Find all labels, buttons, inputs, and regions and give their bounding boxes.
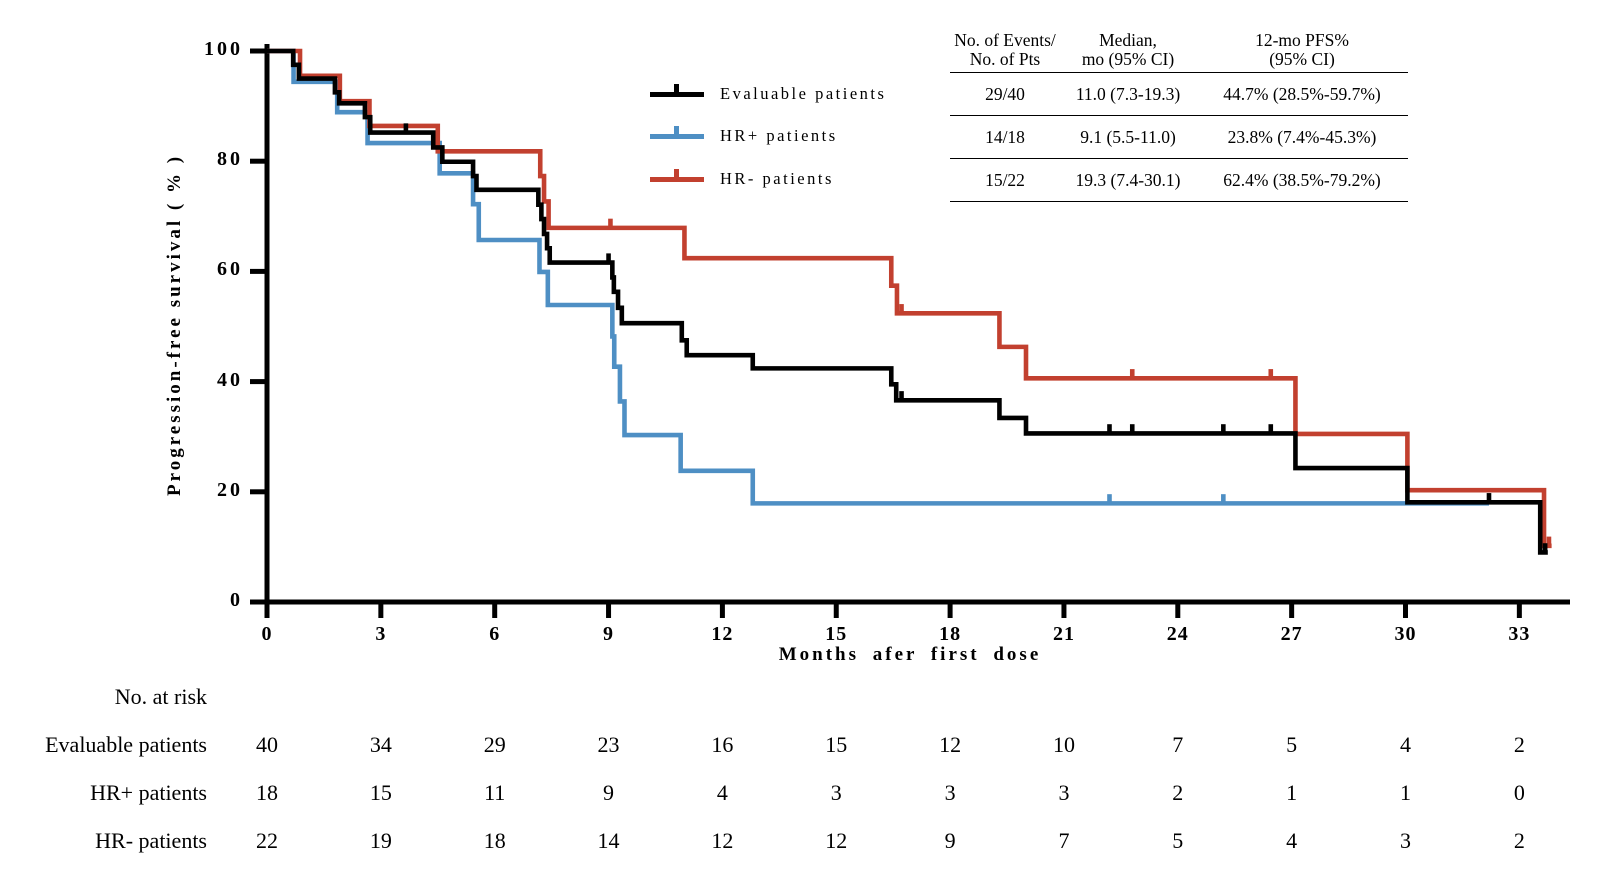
risk-count: 18 — [483, 828, 506, 853]
risk-count: 23 — [597, 732, 620, 757]
stats-cell: 23.8% (7.4%-45.3%) — [1227, 127, 1377, 147]
legend-marker-black-icon — [650, 82, 704, 106]
y-tick-label: 60 — [217, 258, 243, 281]
censor-tick-icon — [606, 253, 611, 264]
risk-count: 3 — [944, 780, 956, 805]
legend-label: Evaluable patients — [720, 84, 887, 103]
legend-item-hr-minus — [650, 167, 980, 191]
risk-count: 19 — [369, 828, 392, 853]
risk-table-title: No. at risk — [114, 684, 207, 709]
censor-tick-icon — [1268, 369, 1273, 380]
risk-count: 15 — [369, 780, 392, 805]
x-tick-label: 3 — [375, 623, 387, 645]
risk-count: 12 — [825, 828, 848, 853]
censor-tick-icon — [1487, 493, 1492, 504]
x-tick-label: 18 — [939, 623, 962, 645]
y-tick-label: 20 — [217, 478, 243, 501]
risk-count: 2 — [1172, 780, 1184, 805]
x-tick-label: 15 — [825, 623, 848, 645]
censor-tick-icon — [1107, 494, 1112, 505]
risk-count: 34 — [369, 732, 392, 757]
x-axis-title: Months afer first dose — [778, 644, 1042, 665]
censor-tick-icon — [899, 391, 904, 402]
risk-count: 29 — [483, 732, 506, 757]
legend-item-hr-plus — [650, 124, 980, 148]
stats-header-events: No. of Events/ No. of Pts — [954, 30, 1056, 69]
risk-count: 22 — [256, 828, 278, 853]
risk-count: 4 — [1286, 828, 1298, 853]
censor-tick-icon — [1543, 543, 1548, 554]
risk-count: 1 — [1400, 780, 1411, 805]
stats-header-row — [950, 29, 1408, 73]
risk-count: 7 — [1172, 732, 1184, 757]
risk-count: 3 — [830, 780, 842, 805]
risk-row-label-hr-minus: HR- patients — [95, 828, 207, 853]
risk-row-label-evaluable: Evaluable patients — [45, 732, 207, 757]
risk-count: 2 — [1513, 828, 1525, 853]
summary-stats-table — [950, 29, 1408, 202]
x-tick-label: 33 — [1508, 623, 1531, 645]
risk-count: 14 — [597, 828, 620, 853]
legend-label: HR+ patients — [720, 126, 838, 145]
stats-cell: 44.7% (28.5%-59.7%) — [1223, 84, 1381, 104]
risk-count: 4 — [1400, 732, 1411, 757]
censor-tick-icon — [404, 123, 409, 134]
legend-label: HR- patients — [720, 169, 834, 188]
x-tick-label: 9 — [603, 623, 615, 645]
risk-count: 9 — [944, 828, 956, 853]
legend-marker-red-icon — [650, 167, 704, 191]
risk-count: 5 — [1286, 732, 1298, 757]
risk-count: 40 — [256, 732, 278, 757]
stats-row-evaluable — [950, 73, 1408, 116]
risk-count: 2 — [1513, 732, 1525, 757]
x-tick-label: 12 — [711, 623, 734, 645]
censor-tick-icon — [1221, 494, 1226, 505]
stats-cell: 29/40 — [985, 84, 1025, 104]
risk-count: 7 — [1058, 828, 1070, 853]
risk-count: 0 — [1513, 780, 1525, 805]
risk-count: 1 — [1286, 780, 1298, 805]
stats-row-hr-minus — [950, 159, 1408, 202]
stats-row-hr-plus — [950, 116, 1408, 159]
risk-count: 3 — [1058, 780, 1070, 805]
stats-cell: 62.4% (38.5%-79.2%) — [1223, 170, 1381, 190]
censor-tick-icon — [1130, 369, 1135, 380]
risk-count: 12 — [711, 828, 734, 853]
x-tick-label: 27 — [1280, 623, 1303, 645]
risk-count: 11 — [484, 780, 506, 805]
stats-header-pfs: 12-mo PFS% (95% CI) — [1255, 30, 1349, 69]
censor-tick-icon — [1268, 424, 1273, 435]
risk-row-label-hr-plus: HR+ patients — [90, 780, 207, 805]
risk-count: 5 — [1172, 828, 1184, 853]
risk-count: 12 — [939, 732, 962, 757]
x-tick-label: 30 — [1394, 623, 1417, 645]
risk-count: 10 — [1052, 732, 1075, 757]
risk-count: 9 — [603, 780, 615, 805]
legend-item-evaluable — [650, 82, 980, 106]
risk-count: 15 — [825, 732, 848, 757]
y-tick-label: 0 — [230, 589, 243, 611]
stats-cell: 14/18 — [985, 127, 1025, 147]
x-tick-label: 21 — [1052, 623, 1075, 645]
y-tick-label: 40 — [217, 368, 243, 391]
censor-tick-icon — [1221, 424, 1226, 435]
stats-header-median: Median, mo (95% CI) — [1081, 30, 1175, 69]
x-tick-label: 6 — [489, 623, 501, 645]
stats-cell: 11.0 (7.3-19.3) — [1075, 84, 1181, 104]
censor-tick-icon — [899, 304, 904, 315]
y-axis-title: Progression-free survival ( % ) — [164, 153, 185, 497]
x-tick-label: 24 — [1166, 623, 1189, 645]
censor-tick-icon — [608, 219, 613, 230]
legend-marker-blue-icon — [650, 124, 704, 148]
censor-tick-icon — [1130, 424, 1135, 435]
y-tick-label: 100 — [204, 38, 243, 60]
y-tick-label: 80 — [217, 148, 243, 171]
risk-count: 3 — [1400, 828, 1411, 853]
risk-count: 4 — [716, 780, 728, 805]
risk-count: 16 — [711, 732, 734, 757]
risk-count: 18 — [256, 780, 278, 805]
stats-cell: 15/22 — [985, 170, 1025, 190]
censor-tick-icon — [1107, 424, 1112, 435]
stats-cell: 19.3 (7.4-30.1) — [1075, 170, 1181, 190]
x-tick-label: 0 — [261, 623, 273, 645]
stats-cell: 9.1 (5.5-11.0) — [1080, 127, 1176, 147]
